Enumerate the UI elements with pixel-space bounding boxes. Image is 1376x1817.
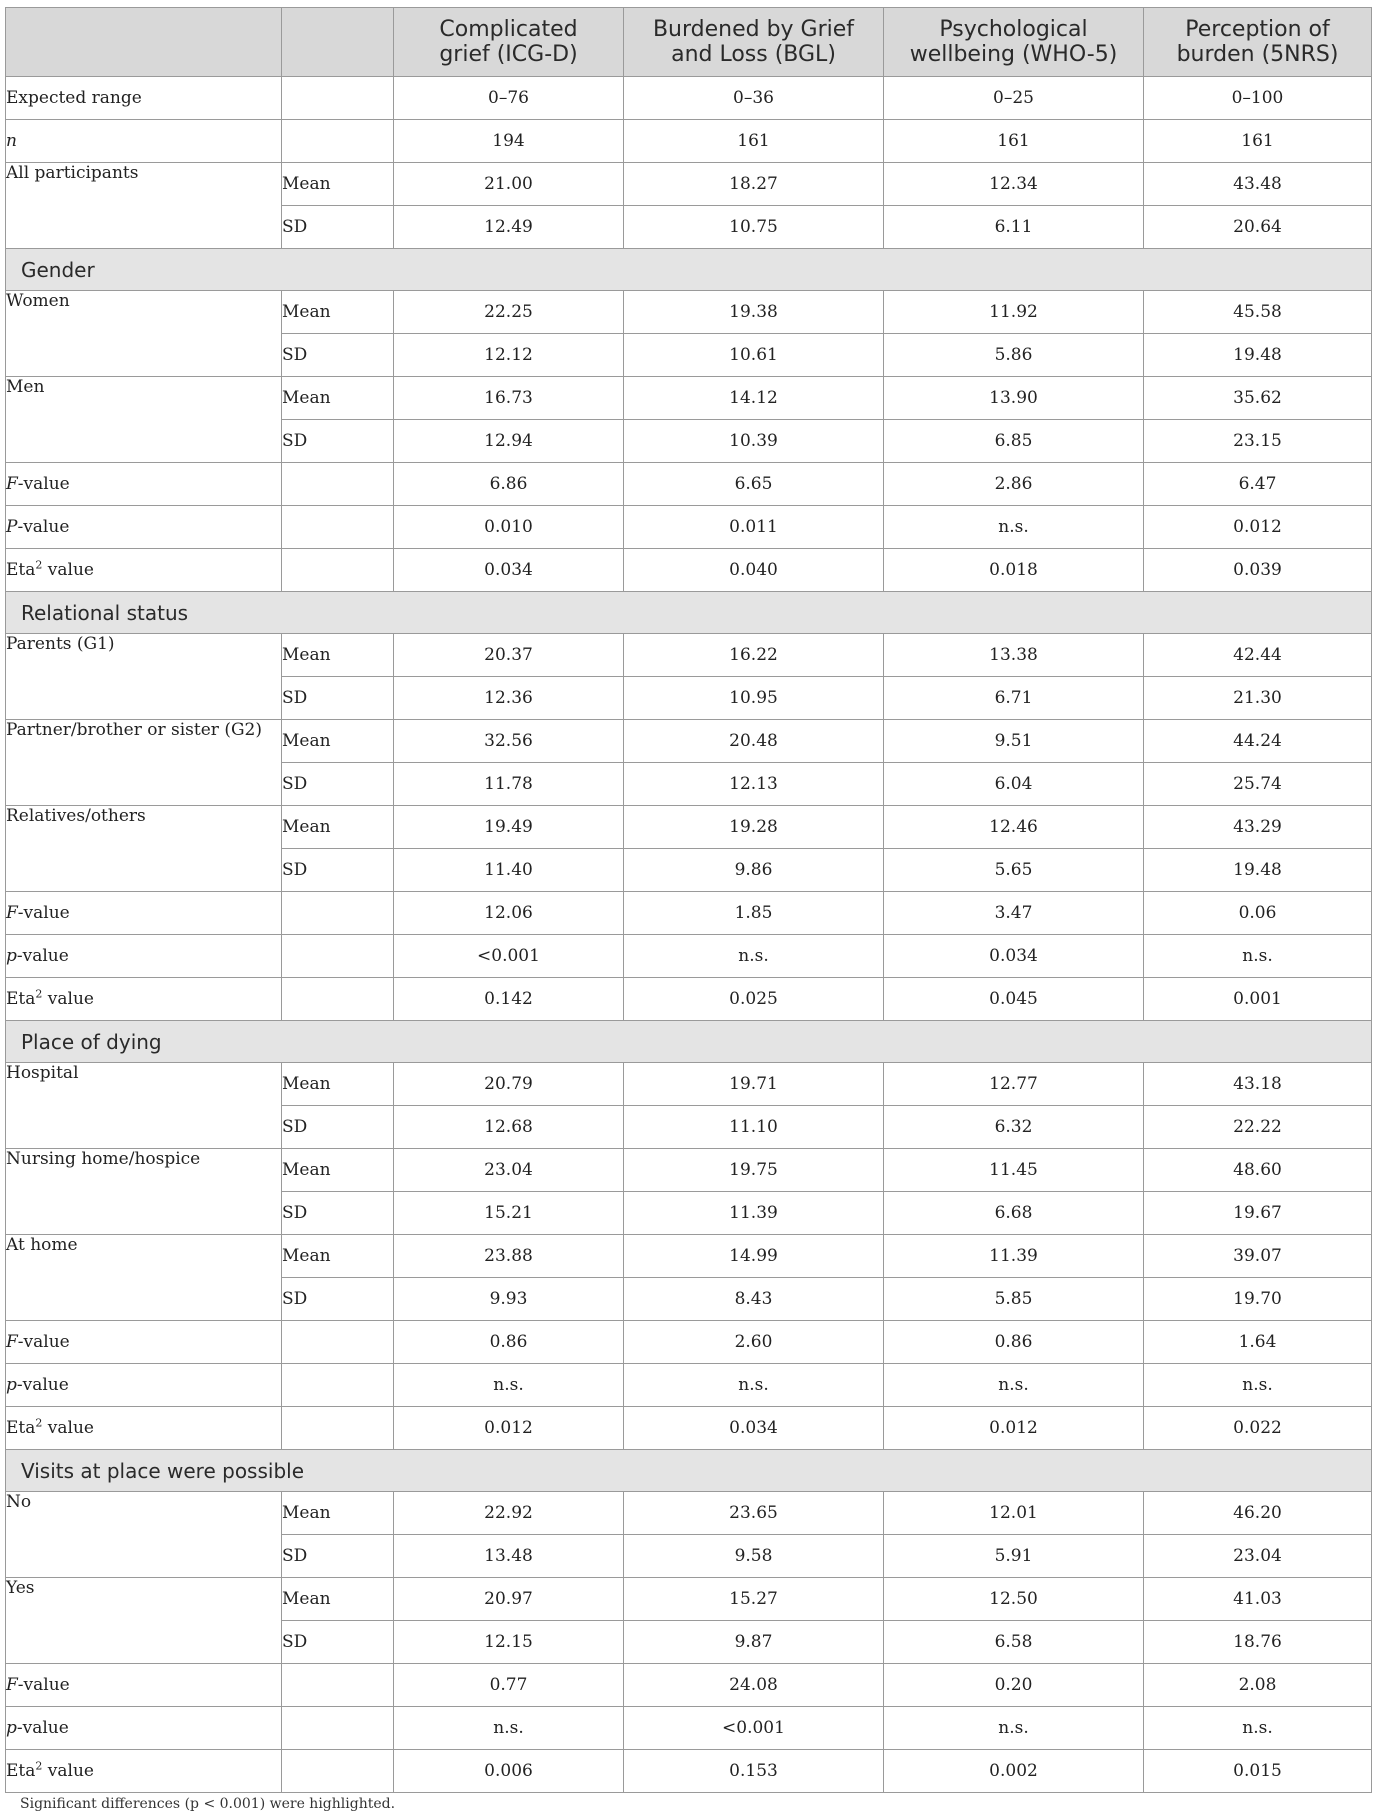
header-line: Psychological (939, 17, 1088, 42)
header-line: grief (ICG-D) (439, 42, 578, 67)
label-sup: 2 (35, 1759, 43, 1773)
table-row-home-mean (6, 1235, 1372, 1278)
value-cell: 12.94 (394, 420, 624, 463)
label-italic: F (6, 1332, 18, 1352)
value-cell: n.s. (884, 1364, 1144, 1407)
row-label (6, 892, 282, 935)
value-cell: 0–100 (1144, 77, 1372, 120)
value-cell: 11.39 (624, 1192, 884, 1235)
value-cell: 11.39 (884, 1235, 1144, 1278)
header-line: burden (5NRS) (1176, 42, 1339, 67)
empty-cell (282, 549, 394, 592)
value-cell: 16.22 (624, 634, 884, 677)
table-row-women-mean (6, 291, 1372, 334)
value-cell: 20.64 (1144, 206, 1372, 249)
section-row-visits (6, 1450, 1372, 1492)
value-cell: 23.65 (624, 1492, 884, 1535)
value-cell: 20.48 (624, 720, 884, 763)
value-cell: 12.12 (394, 334, 624, 377)
value-cell: 19.48 (1144, 849, 1372, 892)
value-cell: 6.32 (884, 1106, 1144, 1149)
value-cell: 0.012 (1144, 506, 1372, 549)
value-cell: 0.153 (624, 1750, 884, 1793)
value-cell: 22.22 (1144, 1106, 1372, 1149)
value-cell: 12.49 (394, 206, 624, 249)
value-cell: 43.29 (1144, 806, 1372, 849)
value-cell: 0.012 (394, 1407, 624, 1450)
row-group-label: Men (6, 377, 282, 463)
value-cell: 35.62 (1144, 377, 1372, 420)
label-rest: -value (16, 1718, 69, 1738)
value-cell: 5.91 (884, 1535, 1144, 1578)
table-row-relational-eta (6, 978, 1372, 1021)
label-italic: p (6, 946, 17, 966)
empty-cell (282, 1750, 394, 1793)
section-title: Gender (6, 249, 1372, 291)
value-cell: 6.04 (884, 763, 1144, 806)
value-cell: 20.37 (394, 634, 624, 677)
value-cell: 8.43 (624, 1278, 884, 1321)
value-cell: n.s. (884, 506, 1144, 549)
stat-label: SD (282, 334, 394, 377)
label-rest: -value (17, 903, 70, 923)
value-cell: 43.18 (1144, 1063, 1372, 1106)
value-cell: 12.50 (884, 1578, 1144, 1621)
header-blank-1 (6, 8, 282, 77)
value-cell: 0.034 (624, 1407, 884, 1450)
value-cell: 11.92 (884, 291, 1144, 334)
value-cell: 11.10 (624, 1106, 884, 1149)
value-cell: 19.75 (624, 1149, 884, 1192)
label-rest: value (42, 1418, 94, 1438)
value-cell: 12.01 (884, 1492, 1144, 1535)
value-cell: 0.010 (394, 506, 624, 549)
value-cell: 15.21 (394, 1192, 624, 1235)
value-cell: 0.142 (394, 978, 624, 1021)
table-row-partner-mean (6, 720, 1372, 763)
row-label (6, 463, 282, 506)
row-group-label: Nursing home/hospice (6, 1149, 282, 1235)
table-row-yes-mean (6, 1578, 1372, 1621)
label-italic: F (6, 1675, 18, 1695)
value-cell: 0.022 (1144, 1407, 1372, 1450)
value-cell: 19.38 (624, 291, 884, 334)
value-cell: 16.73 (394, 377, 624, 420)
value-cell: 2.86 (884, 463, 1144, 506)
value-cell: 0.025 (624, 978, 884, 1021)
value-cell: 1.64 (1144, 1321, 1372, 1364)
value-cell: 9.58 (624, 1535, 884, 1578)
value-cell: 46.20 (1144, 1492, 1372, 1535)
value-cell: 0.040 (624, 549, 884, 592)
row-label (6, 1364, 282, 1407)
value-cell: 12.06 (394, 892, 624, 935)
value-cell: 10.95 (624, 677, 884, 720)
value-cell: 19.28 (624, 806, 884, 849)
row-group-label: Partner/brother or sister (G2) (6, 720, 282, 806)
label-rest: -value (17, 474, 70, 494)
label-sup: 2 (35, 558, 43, 572)
stat-label: SD (282, 1192, 394, 1235)
results-table (5, 7, 1372, 1793)
value-cell: 13.38 (884, 634, 1144, 677)
row-label (6, 978, 282, 1021)
value-cell: 11.45 (884, 1149, 1144, 1192)
value-cell: 5.65 (884, 849, 1144, 892)
table-row-gender-f (6, 463, 1372, 506)
value-cell: 21.00 (394, 163, 624, 206)
row-label (6, 1707, 282, 1750)
header-line: Complicated (439, 17, 578, 42)
value-cell: 5.86 (884, 334, 1144, 377)
stat-label: SD (282, 1106, 394, 1149)
row-group-label: Yes (6, 1578, 282, 1664)
table-row-gender-eta (6, 549, 1372, 592)
row-label (6, 1664, 282, 1707)
row-group-label: Relatives/others (6, 806, 282, 892)
row-label (6, 935, 282, 978)
table-row-place-p (6, 1364, 1372, 1407)
value-cell: 48.60 (1144, 1149, 1372, 1192)
value-cell: 2.60 (624, 1321, 884, 1364)
value-cell: 0.006 (394, 1750, 624, 1793)
value-cell: 6.11 (884, 206, 1144, 249)
table-row-visits-f (6, 1664, 1372, 1707)
table-row-hospital-mean (6, 1063, 1372, 1106)
label-rest: -value (17, 1675, 70, 1695)
value-cell: 20.79 (394, 1063, 624, 1106)
empty-cell (282, 1364, 394, 1407)
value-cell: 9.51 (884, 720, 1144, 763)
value-cell: 44.24 (1144, 720, 1372, 763)
value-cell: 3.47 (884, 892, 1144, 935)
stat-label: Mean (282, 1235, 394, 1278)
value-cell: 5.85 (884, 1278, 1144, 1321)
table-row-all-mean (6, 163, 1372, 206)
label-sup: 2 (35, 1416, 43, 1430)
header-line: Perception of (1185, 17, 1330, 42)
value-cell: 22.92 (394, 1492, 624, 1535)
empty-cell (282, 1321, 394, 1364)
value-cell: 6.71 (884, 677, 1144, 720)
table-header (6, 8, 1372, 77)
row-group-label: Hospital (6, 1063, 282, 1149)
value-cell: 19.48 (1144, 334, 1372, 377)
value-cell: 23.88 (394, 1235, 624, 1278)
value-cell: 10.75 (624, 206, 884, 249)
empty-cell (282, 1664, 394, 1707)
empty-cell (282, 978, 394, 1021)
value-cell: 23.04 (1144, 1535, 1372, 1578)
label-eta: Eta (6, 560, 36, 580)
label-italic: F (6, 474, 18, 494)
header-line: Burdened by Grief (652, 17, 855, 42)
value-cell: 43.48 (1144, 163, 1372, 206)
table-row-gender-p (6, 506, 1372, 549)
stat-label: SD (282, 849, 394, 892)
value-cell: 39.07 (1144, 1235, 1372, 1278)
value-cell: 24.08 (624, 1664, 884, 1707)
value-cell: 12.13 (624, 763, 884, 806)
row-label: Expected range (6, 77, 282, 120)
value-cell: 19.71 (624, 1063, 884, 1106)
header-who-5 (884, 8, 1144, 77)
row-label (6, 1750, 282, 1793)
label-rest: -value (16, 1375, 69, 1395)
value-cell: 9.87 (624, 1621, 884, 1664)
row-label (6, 506, 282, 549)
row-group-label: No (6, 1492, 282, 1578)
value-cell: 9.93 (394, 1278, 624, 1321)
value-cell: 13.90 (884, 377, 1144, 420)
value-cell: 25.74 (1144, 763, 1372, 806)
value-cell: 1.85 (624, 892, 884, 935)
stat-label: Mean (282, 634, 394, 677)
value-cell: 18.76 (1144, 1621, 1372, 1664)
header-row (6, 8, 1372, 77)
value-cell: 0–76 (394, 77, 624, 120)
table-row-relational-p (6, 935, 1372, 978)
stat-label: Mean (282, 377, 394, 420)
value-cell: 0.045 (884, 978, 1144, 1021)
row-group-label: At home (6, 1235, 282, 1321)
value-cell: 0.012 (884, 1407, 1144, 1450)
table-row-expected-range (6, 77, 1372, 120)
value-cell: 12.77 (884, 1063, 1144, 1106)
value-cell: 6.65 (624, 463, 884, 506)
value-cell: 0.20 (884, 1664, 1144, 1707)
table-row-no-mean (6, 1492, 1372, 1535)
empty-cell (282, 77, 394, 120)
value-cell: 19.67 (1144, 1192, 1372, 1235)
label-eta: Eta (6, 1761, 36, 1781)
value-cell: 12.15 (394, 1621, 624, 1664)
label-eta: Eta (6, 1418, 36, 1438)
empty-cell (282, 935, 394, 978)
stat-label: Mean (282, 1063, 394, 1106)
stat-label: SD (282, 1535, 394, 1578)
stat-label: Mean (282, 163, 394, 206)
table-row-men-mean (6, 377, 1372, 420)
value-cell: 14.12 (624, 377, 884, 420)
value-cell: 0–36 (624, 77, 884, 120)
header-line: wellbeing (WHO-5) (909, 42, 1118, 67)
value-cell: 0.034 (884, 935, 1144, 978)
value-cell: 6.86 (394, 463, 624, 506)
table-row-relatives-mean (6, 806, 1372, 849)
value-cell: 41.03 (1144, 1578, 1372, 1621)
stat-label: Mean (282, 720, 394, 763)
value-cell: 6.47 (1144, 463, 1372, 506)
section-row-place (6, 1021, 1372, 1063)
label-italic: p (6, 1375, 17, 1395)
table-row-visits-p (6, 1707, 1372, 1750)
value-cell: 194 (394, 120, 624, 163)
value-cell: <0.001 (394, 935, 624, 978)
value-cell: 21.30 (1144, 677, 1372, 720)
value-cell: 9.86 (624, 849, 884, 892)
section-title: Place of dying (6, 1021, 1372, 1063)
stat-label: SD (282, 763, 394, 806)
value-cell: 0.015 (1144, 1750, 1372, 1793)
table-row-nursing-mean (6, 1149, 1372, 1192)
value-cell: 11.40 (394, 849, 624, 892)
value-cell: 19.70 (1144, 1278, 1372, 1321)
table-row-parents-mean (6, 634, 1372, 677)
stat-label: Mean (282, 1149, 394, 1192)
label-rest: -value (16, 946, 69, 966)
value-cell: n.s. (1144, 1707, 1372, 1750)
stat-label: SD (282, 1621, 394, 1664)
value-cell: 6.68 (884, 1192, 1144, 1235)
label-eta: Eta (6, 989, 36, 1009)
value-cell: n.s. (624, 935, 884, 978)
stat-label: SD (282, 1278, 394, 1321)
header-line: and Loss (BGL) (671, 42, 836, 67)
section-row-gender (6, 249, 1372, 291)
table-row-place-eta (6, 1407, 1372, 1450)
value-cell: 15.27 (624, 1578, 884, 1621)
empty-cell (282, 1407, 394, 1450)
section-row-relational (6, 592, 1372, 634)
value-cell: 0.86 (394, 1321, 624, 1364)
label-rest: value (42, 989, 94, 1009)
empty-cell (282, 892, 394, 935)
stat-label: SD (282, 420, 394, 463)
table-row-n (6, 120, 1372, 163)
header-5nrs (1144, 8, 1372, 77)
header-bgl (624, 8, 884, 77)
table-footnote: Significant differences (p < 0.001) were highlighted. (20, 1796, 396, 1812)
value-cell: 13.48 (394, 1535, 624, 1578)
header-icg-d (394, 8, 624, 77)
value-cell: 12.46 (884, 806, 1144, 849)
value-cell: 0.039 (1144, 549, 1372, 592)
value-cell: 0.001 (1144, 978, 1372, 1021)
stat-label: SD (282, 206, 394, 249)
empty-cell (282, 463, 394, 506)
row-label (6, 1321, 282, 1364)
value-cell: 12.34 (884, 163, 1144, 206)
stat-label: Mean (282, 1492, 394, 1535)
value-cell: 14.99 (624, 1235, 884, 1278)
row-group-label: Women (6, 291, 282, 377)
table-body (6, 77, 1372, 1793)
value-cell: n.s. (884, 1707, 1144, 1750)
value-cell: 12.68 (394, 1106, 624, 1149)
value-cell: n.s. (1144, 935, 1372, 978)
value-cell: 20.97 (394, 1578, 624, 1621)
label-sup: 2 (35, 987, 43, 1001)
value-cell: n.s. (394, 1364, 624, 1407)
table-row-place-f (6, 1321, 1372, 1364)
value-cell: 32.56 (394, 720, 624, 763)
stat-label: SD (282, 677, 394, 720)
value-cell: 12.36 (394, 677, 624, 720)
value-cell: 0.034 (394, 549, 624, 592)
value-cell: 0–25 (884, 77, 1144, 120)
value-cell: 18.27 (624, 163, 884, 206)
empty-cell (282, 1707, 394, 1750)
value-cell: 42.44 (1144, 634, 1372, 677)
table-row-relational-f (6, 892, 1372, 935)
value-cell: 11.78 (394, 763, 624, 806)
value-cell: 23.15 (1144, 420, 1372, 463)
label-rest: -value (17, 1332, 70, 1352)
empty-cell (282, 506, 394, 549)
table-row-visits-eta (6, 1750, 1372, 1793)
section-title: Relational status (6, 592, 1372, 634)
value-cell: 0.06 (1144, 892, 1372, 935)
value-cell: 19.49 (394, 806, 624, 849)
value-cell: 0.002 (884, 1750, 1144, 1793)
value-cell: 10.39 (624, 420, 884, 463)
value-cell: <0.001 (624, 1707, 884, 1750)
value-cell: n.s. (394, 1707, 624, 1750)
value-cell: 10.61 (624, 334, 884, 377)
empty-cell (282, 120, 394, 163)
value-cell: 45.58 (1144, 291, 1372, 334)
label-italic: p (6, 1718, 17, 1738)
value-cell: 22.25 (394, 291, 624, 334)
value-cell: n.s. (624, 1364, 884, 1407)
value-cell: 6.85 (884, 420, 1144, 463)
label-italic: P (6, 517, 18, 537)
value-cell: 0.018 (884, 549, 1144, 592)
value-cell: 0.77 (394, 1664, 624, 1707)
value-cell: 161 (624, 120, 884, 163)
label-italic: F (6, 903, 18, 923)
value-cell: 0.86 (884, 1321, 1144, 1364)
row-group-label: Parents (G1) (6, 634, 282, 720)
value-cell: 2.08 (1144, 1664, 1372, 1707)
row-label: n (6, 120, 282, 163)
value-cell: 161 (884, 120, 1144, 163)
label-rest: -value (17, 517, 70, 537)
value-cell: 23.04 (394, 1149, 624, 1192)
value-cell: 0.011 (624, 506, 884, 549)
stat-label: Mean (282, 1578, 394, 1621)
stat-label: Mean (282, 806, 394, 849)
header-blank-2 (282, 8, 394, 77)
section-title: Visits at place were possible (6, 1450, 1372, 1492)
value-cell: 161 (1144, 120, 1372, 163)
value-cell: n.s. (1144, 1364, 1372, 1407)
value-cell: 6.58 (884, 1621, 1144, 1664)
label-rest: value (42, 1761, 94, 1781)
row-label (6, 549, 282, 592)
row-label (6, 1407, 282, 1450)
stat-label: Mean (282, 291, 394, 334)
row-group-label: All participants (6, 163, 282, 249)
label-rest: value (42, 560, 94, 580)
